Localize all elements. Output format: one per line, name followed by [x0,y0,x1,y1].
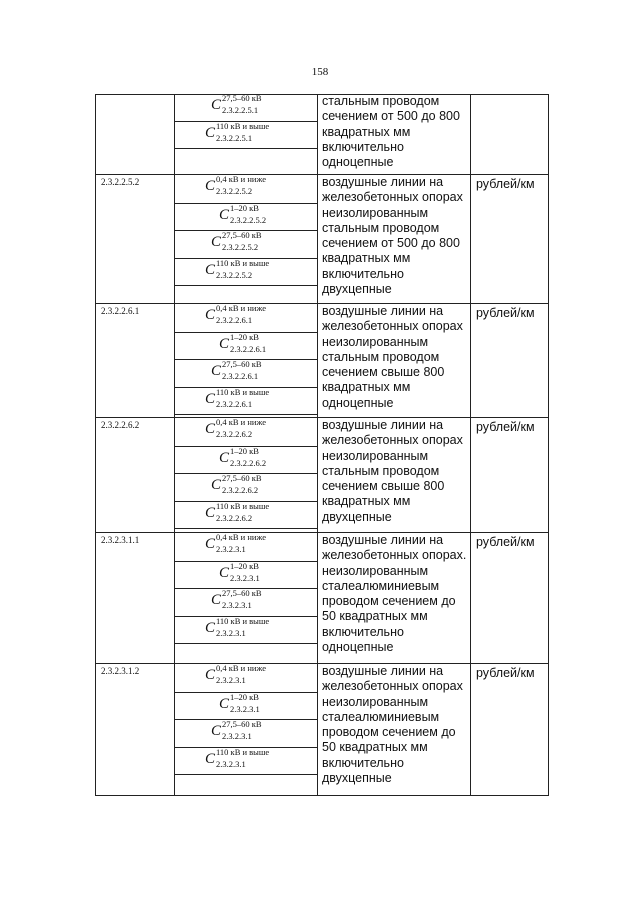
formula-cell [175,230,317,259]
rate-formula [219,331,267,354]
formula-symbol: C [205,750,216,767]
formula-cell [175,719,317,748]
rate-formula [211,719,262,741]
rate-formula [219,560,260,583]
formula-symbol: C [211,234,222,250]
formula-index: 2.3.2.2.5.2 [230,214,267,225]
description-line: двухцепные [322,509,392,524]
formula-cell [175,664,317,692]
row-code: 2.3.2.3.1.2 [101,666,140,676]
formula-voltage: 110 кВ и выше [216,615,270,626]
row-code: 2.3.2.2.6.2 [101,420,140,430]
formula-voltage: 27,5–60 кВ [222,588,262,598]
formula-cell [175,747,317,776]
formula-symbol: C [205,261,216,278]
rate-formula [219,202,267,225]
rate-formula [211,230,262,252]
rate-formula [205,663,266,685]
formula-symbol: C [205,619,216,636]
description-line: одноцепные [322,155,394,170]
formula-cell [175,418,317,446]
formula-cell-bottom [175,528,317,529]
formula-voltage: 27,5–60 кВ [222,473,262,483]
formula-index: 2.3.2.3.1 [216,675,246,685]
row-description [322,418,468,525]
formula-cell-bottom [175,414,317,415]
formula-voltage: 27,5–60 кВ [222,93,262,103]
formula-cell-bottom [175,643,317,644]
formula-symbol: C [211,592,222,608]
rate-formula [205,121,270,143]
formula-symbol: C [211,363,222,379]
formula-voltage: 1–20 кВ [230,202,259,213]
description-line: двухцепные [322,771,392,786]
formula-index: 2.3.2.2.6.2 [230,457,267,468]
formula-voltage: 1–20 кВ [230,691,259,702]
description-line: стальным проводом [322,463,440,478]
formula-index: 2.3.2.2.5.2 [222,242,259,252]
formula-voltage: 110 кВ и выше [216,386,270,397]
formula-index: 2.3.2.2.6.1 [216,398,253,409]
rate-formula [211,93,262,115]
row-unit: рублей/км [476,306,535,320]
formula-index: 2.3.2.3.1 [216,758,246,769]
table-row [95,94,549,174]
formula-index: 2.3.2.2.6.2 [216,512,253,523]
formula-index: 2.3.2.2.6.1 [222,371,259,381]
rate-formula [205,532,266,554]
formula-cell-bottom [175,148,317,149]
formula-index: 2.3.2.3.1 [230,703,260,714]
rate-formula [205,500,270,523]
page-number: 158 [311,66,329,78]
table-row [95,303,549,418]
row-description [322,175,468,297]
formula-cell [175,175,317,203]
formula-index: 2.3.2.2.5.1 [216,133,253,143]
description-line: включительно [322,624,404,639]
formula-cell [175,501,317,530]
formula-symbol: C [205,536,216,552]
description-line: одноцепные [322,395,394,410]
description-line: включительно [322,755,404,770]
formula-index: 2.3.2.3.1 [222,731,252,741]
formula-cell [175,258,317,287]
formula-index: 2.3.2.3.1 [216,544,246,554]
description-line: 50 квадратных мм [322,740,428,755]
rate-formula [205,257,270,280]
formula-cell [175,94,317,121]
formula-voltage: 27,5–60 кВ [222,359,262,369]
formula-index: 2.3.2.2.5.1 [222,105,259,115]
formula-symbol: C [219,206,230,223]
rate-formula [205,615,270,638]
row-code: 2.3.2.2.6.1 [101,306,140,316]
formula-index: 2.3.2.2.6.1 [230,343,267,354]
description-line: воздушные линии на [322,533,444,547]
formula-index: 2.3.2.2.6.1 [216,315,253,325]
description-line: включительно [322,266,404,281]
formula-cell [175,332,317,361]
row-unit: рублей/км [476,420,535,434]
formula-cell [175,304,317,332]
table-row [95,532,549,664]
rate-formula [205,746,270,769]
formula-cell [175,446,317,475]
formula-cell [175,387,317,416]
description-line: железобетонных опорах [322,190,463,205]
row-unit: рублей/км [476,177,535,191]
description-line: неизолированным [322,334,429,349]
description-line: 50 квадратных мм [322,609,428,624]
formula-voltage: 27,5–60 кВ [222,719,262,729]
formula-voltage: 1–20 кВ [230,560,259,571]
description-line: включительно [322,139,404,154]
description-line: сечением от 500 до 800 [322,109,460,124]
formula-cell [175,473,317,502]
formula-voltage: 1–20 кВ [230,331,259,342]
formula-cell [175,121,317,149]
description-line: одноцепные [322,640,394,655]
rate-formula [219,445,267,468]
rate-formula [205,417,266,439]
formula-cell [175,561,317,590]
description-line: железобетонных опорах [322,679,463,694]
tariff-table [95,94,549,796]
description-line: стальным проводом [322,94,440,108]
description-line: неизолированным [322,448,429,463]
formula-cell-bottom [175,285,317,286]
row-unit: рублей/км [476,535,535,549]
description-line: сталеалюминиевым [322,709,440,724]
formula-symbol: C [211,97,222,113]
description-line: проводом сечением до [322,594,456,609]
formula-symbol: C [205,390,216,407]
row-description [322,533,468,655]
formula-symbol: C [211,477,222,493]
formula-voltage: 110 кВ и выше [216,746,270,757]
formula-voltage: 110 кВ и выше [216,257,270,268]
formula-voltage: 27,5–60 кВ [222,230,262,240]
description-line: стальным проводом [322,349,440,364]
description-line: сечением свыше 800 [322,365,445,380]
formula-index: 2.3.2.2.5.2 [216,269,253,280]
description-line: воздушные линии на [322,664,444,678]
formula-voltage: 110 кВ и выше [216,500,270,511]
rate-formula [205,386,270,409]
formula-voltage: 0,4 кВ и ниже [216,417,266,427]
formula-symbol: C [205,667,216,683]
formula-symbol: C [205,307,216,323]
formula-symbol: C [205,504,216,521]
table-row [95,174,549,304]
formula-cell [175,203,317,232]
table-row [95,663,549,797]
formula-index: 2.3.2.2.6.2 [222,485,259,495]
rate-formula [211,359,262,381]
formula-symbol: C [219,695,230,712]
rate-formula [211,473,262,495]
formula-symbol: C [219,449,230,466]
description-line: железобетонных опорах [322,319,463,334]
description-line: квадратных мм [322,380,411,395]
formula-symbol: C [205,421,216,437]
description-line: квадратных мм [322,251,411,266]
table-row [95,417,549,533]
rate-formula [219,691,260,714]
description-line: квадратных мм [322,494,411,509]
rate-formula [211,588,262,610]
description-line: сечением от 500 до 800 [322,236,460,251]
formula-cell [175,692,317,721]
description-line: железобетонных опорах. [322,548,467,563]
rate-formula [205,303,266,325]
row-description [322,664,468,786]
description-line: железобетонных опорах [322,433,463,448]
row-description [322,94,468,170]
row-code: 2.3.2.2.5.2 [101,177,140,187]
formula-index: 2.3.2.2.5.2 [216,186,253,196]
formula-symbol: C [219,335,230,352]
formula-voltage: 0,4 кВ и ниже [216,174,266,184]
row-unit: рублей/км [476,666,535,680]
formula-cell-bottom [175,774,317,775]
formula-voltage: 1–20 кВ [230,445,259,456]
row-code: 2.3.2.3.1.1 [101,535,140,545]
rate-formula [205,174,266,196]
formula-voltage: 0,4 кВ и ниже [216,663,266,673]
formula-symbol: C [205,178,216,194]
formula-voltage: 0,4 кВ и ниже [216,303,266,313]
description-line: воздушные линии на [322,418,444,432]
row-description [322,304,468,411]
formula-symbol: C [219,564,230,581]
description-line: воздушные линии на [322,175,444,189]
description-line: неизолированным [322,694,429,709]
description-line: сечением свыше 800 [322,479,445,494]
formula-voltage: 110 кВ и выше [216,121,270,131]
formula-index: 2.3.2.3.1 [222,600,252,610]
formula-voltage: 0,4 кВ и ниже [216,532,266,542]
description-line: стальным проводом [322,220,440,235]
formula-cell [175,359,317,388]
description-line: неизолированным [322,563,429,578]
formula-index: 2.3.2.3.1 [230,572,260,583]
formula-index: 2.3.2.3.1 [216,627,246,638]
formula-symbol: C [211,723,222,739]
formula-index: 2.3.2.2.6.2 [216,429,253,439]
description-line: воздушные линии на [322,304,444,318]
formula-cell [175,588,317,617]
description-line: двухцепные [322,282,392,297]
formula-symbol: C [205,125,216,141]
description-line: квадратных мм [322,124,411,139]
description-line: проводом сечением до [322,725,456,740]
formula-cell [175,616,317,645]
description-line: неизолированным [322,205,429,220]
formula-cell [175,533,317,561]
description-line: сталеалюминиевым [322,578,440,593]
